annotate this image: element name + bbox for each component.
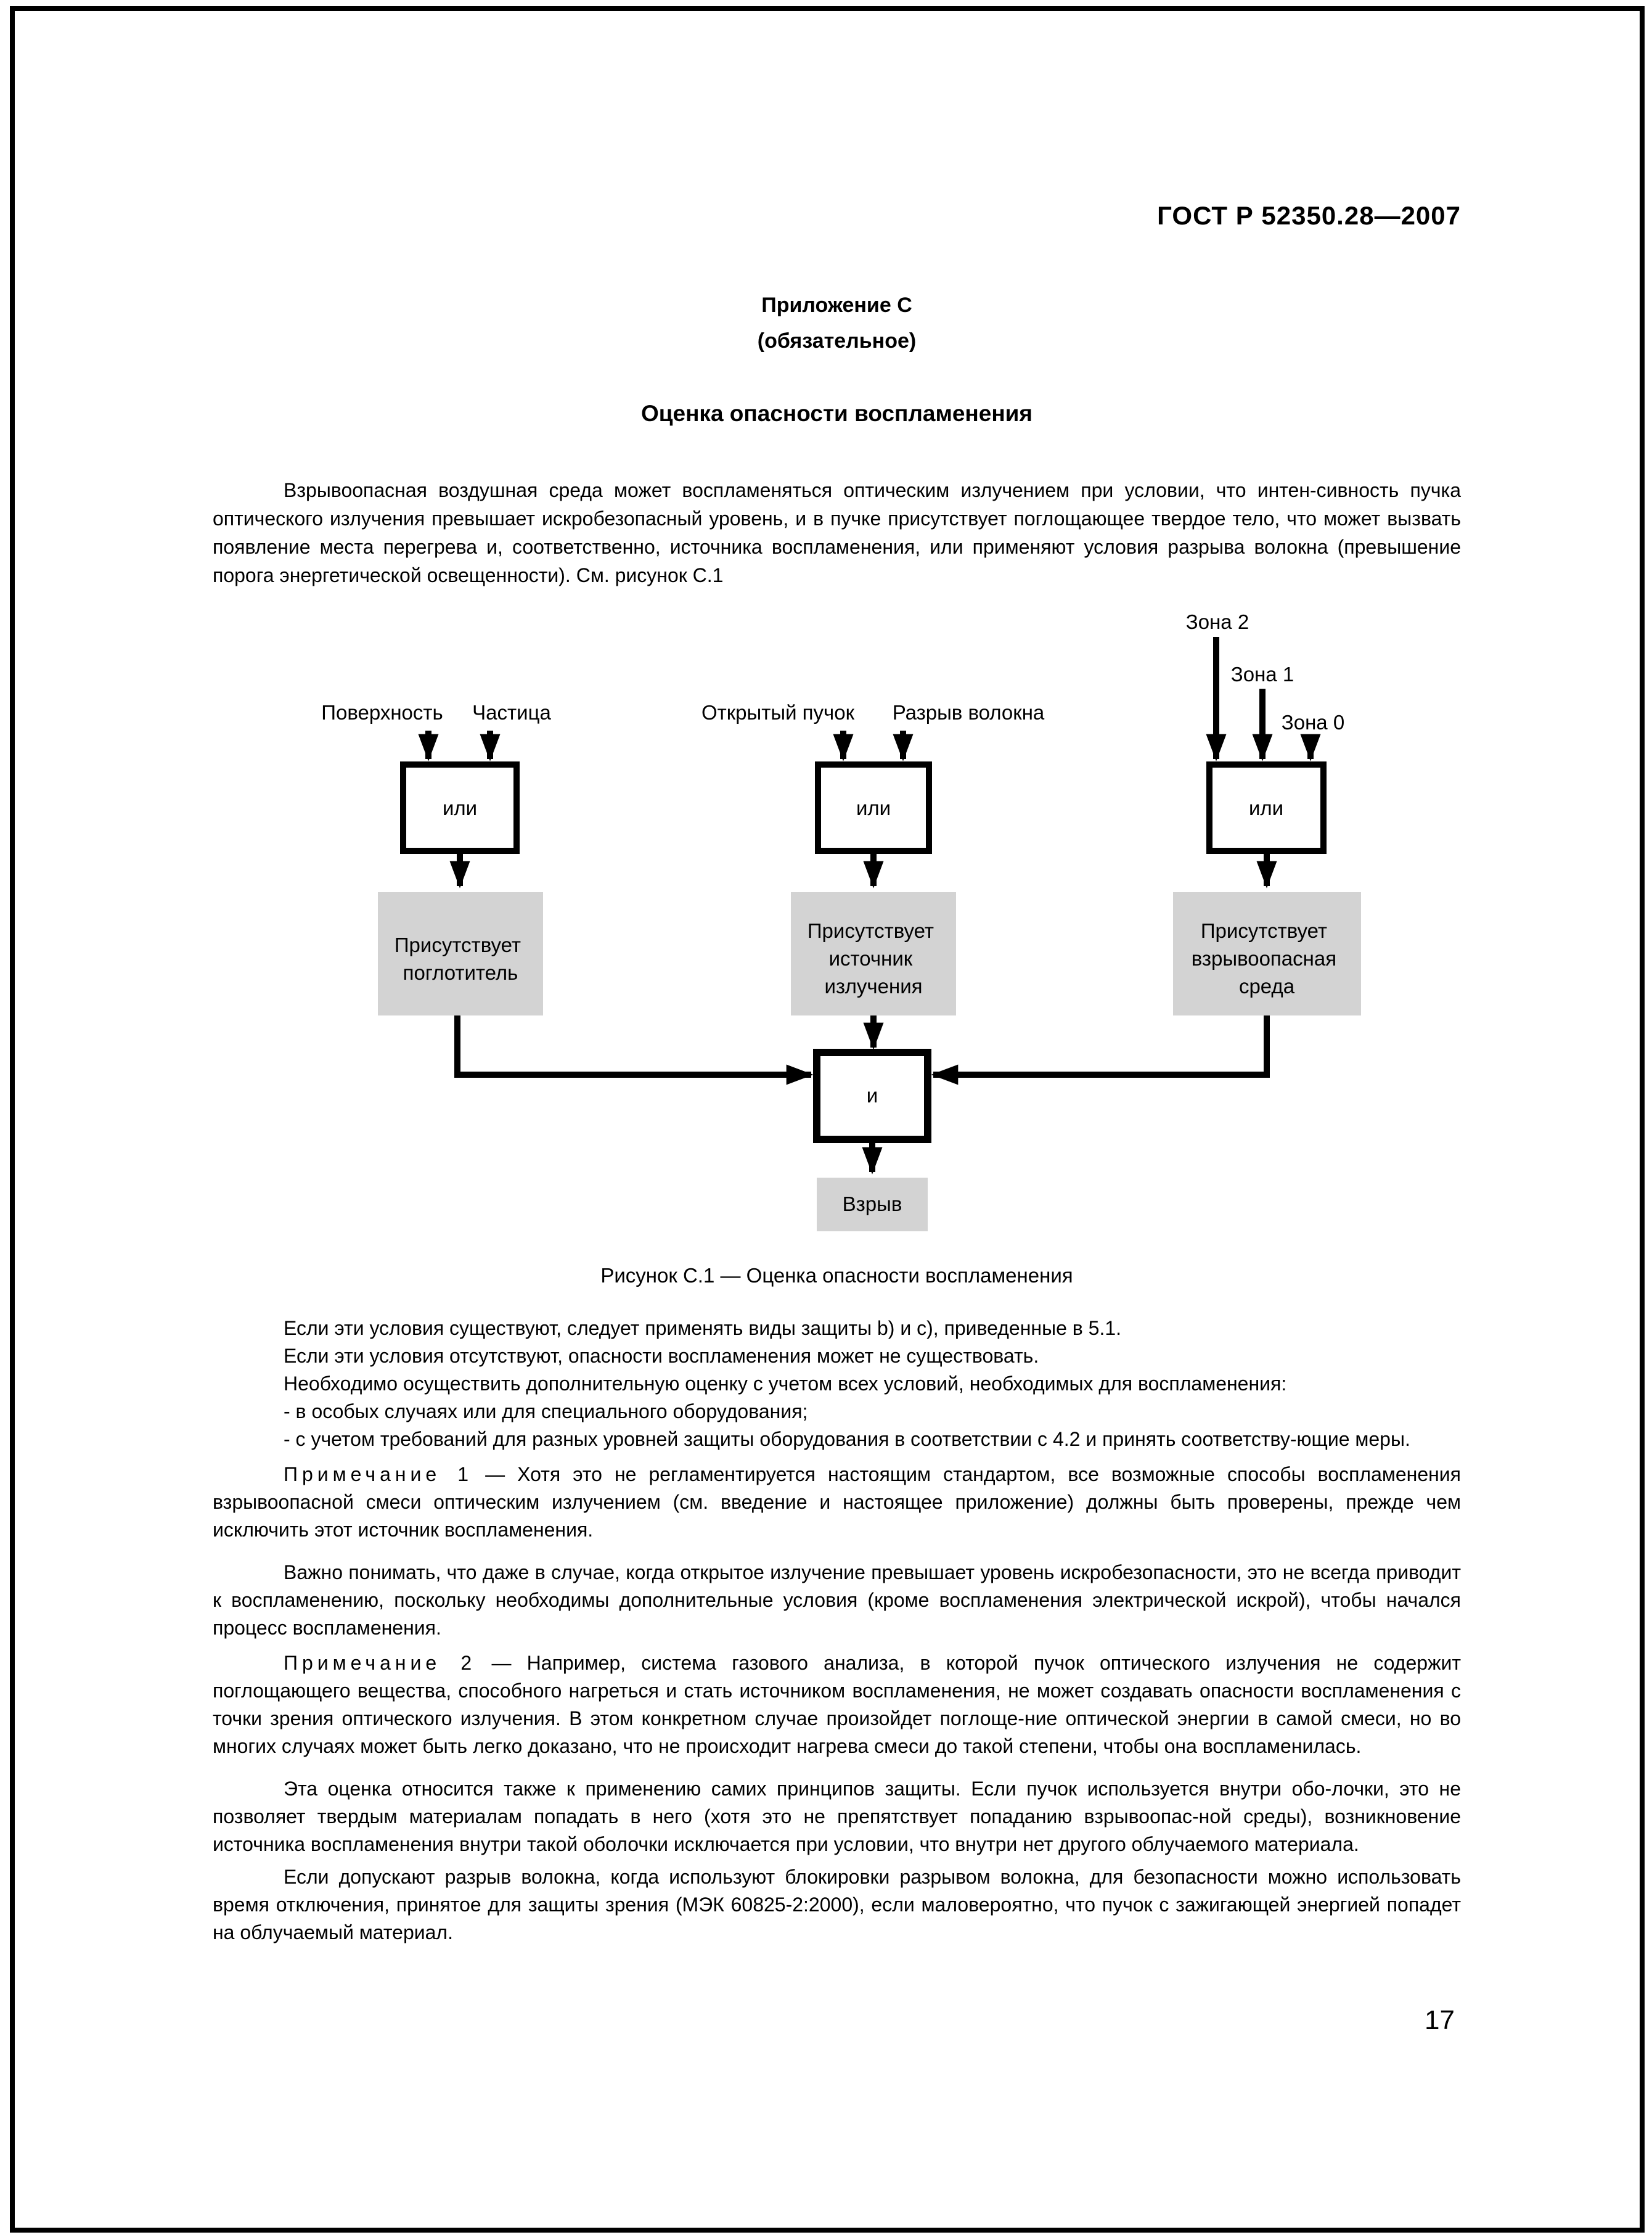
or-label-right: или xyxy=(1248,797,1284,819)
body-text xyxy=(213,1315,1461,1947)
zone-2-label: Зона 2 xyxy=(1185,610,1249,633)
note-1 xyxy=(213,1461,1461,1544)
paragraph: Если эти условия существуют, следует применять виды защиты b) и c), приведенные в 5.1. xyxy=(284,1317,1122,1339)
intro-paragraph: Взрывоопасная воздушная среда может воспламеняться оптическим излучением при условии, что интен-сивность пучка оптического излучения превышает искробезопасный уровень, и в пучке присутствует поглощающее твердое тело, что может вызвать появление места перегрева и, соответственно, источника воспламенения, или применяют условия разрыва волокна (превышение порога энергетической освещенности). См. рисунок С.1 xyxy=(213,479,1461,586)
absorber-to-and-connector xyxy=(457,1015,811,1075)
absorber-box-text: Присутствует поглотитель xyxy=(394,933,521,984)
open-beam-label: Открытый пучок xyxy=(701,701,855,724)
doc-code: ГОСТ Р 52350.28—2007 xyxy=(1157,201,1461,230)
note-1-text: — Хотя это не регламентируется настоящим стандартом, все возможные способы воспламенения взрывоопасной смеси оптическим излучением (см. введение и настоящее приложение) должны быть проверены, прежде чем исключить этот источник воспламенения. xyxy=(213,1463,1461,1541)
appendix-heading xyxy=(213,287,1461,359)
source-box-text: Присутствует источник излучения xyxy=(807,919,934,998)
and-label: и xyxy=(866,1084,878,1107)
paragraph: Важно понимать, что даже в случае, когда открытое излучение превышает уровень искробезопасности, это не всегда приводит к воспламенению, поскольку необходимы дополнительные условия (кроме воспламенения электрической искрой), чтобы начался процесс воспламенения. xyxy=(213,1561,1461,1639)
page-title: Оценка опасности воспламенения xyxy=(640,401,1033,426)
zone-1-label: Зона 1 xyxy=(1230,663,1294,686)
fiber-break-label: Разрыв волокна xyxy=(892,701,1045,724)
paragraph: Эта оценка относится также к применению самих принципов защиты. Если пучок используется внутри обо-лочки, это не позволяет твердым материалам попадать в него (хотя это не препятствует попаданию взрывоопас-ной среды), возникновение источника воспламенения внутри такой оболочки исключается при условии, что внутри нет другого облучаемого материала. xyxy=(213,1778,1461,1855)
appendix-title: Приложение С xyxy=(761,293,912,317)
note-2-text: — Например, система газового анализа, в которой пучок оптического излучения не содержит поглощающего вещества, способного нагреться и стать источником воспламенения, не может создавать опасности воспламенения с точки зрения оптического излучения. В этом конкретном случае произойдет поглоще-ние оптической энергии в самой смеси, но во многих случаях может быть легко доказано, что не происходит нагрева смеси до такой степени, чтобы она воспламенилась. xyxy=(213,1652,1462,1757)
appendix-subtitle: (обязательное) xyxy=(757,329,917,353)
zone-0-label: Зона 0 xyxy=(1281,711,1345,734)
or-label-left: или xyxy=(442,797,478,819)
figure-caption: Рисунок С.1 — Оценка опасности воспламенения xyxy=(600,1264,1073,1287)
surface-label: Поверхность xyxy=(321,701,443,724)
list-item: - с учетом требований для разных уровней защиты оборудования в соответствии с 4.2 и принять соответству-ющие меры. xyxy=(284,1428,1410,1450)
paragraph: Если допускают разрыв волокна, когда используют блокировки разрывом волокна, для безопасности можно использовать время отключения, принятое для защиты зрения (МЭК 60825-2:2000), если маловероятно, что пучок с зажигающей энергией попадет на облучаемый материал. xyxy=(213,1866,1461,1943)
or-label-middle: или xyxy=(856,797,891,819)
paragraph: Если эти условия отсутствуют, опасности воспламенения может не существовать. xyxy=(284,1345,1039,1367)
note-2 xyxy=(213,1649,1461,1760)
list-item: - в особых случаях или для специального оборудования; xyxy=(284,1400,808,1422)
figure-c1-diagram xyxy=(0,607,1652,1245)
atmosphere-to-and-connector xyxy=(933,1015,1267,1075)
paragraph: Необходимо осуществить дополнительную оценку с учетом всех условий, необходимых для воспламенения: xyxy=(284,1372,1287,1395)
page-number: 17 xyxy=(1425,2005,1455,2035)
note-1-label: Примечание 1 xyxy=(284,1463,473,1485)
particle-label: Частица xyxy=(472,701,551,724)
note-2-label: Примечание 2 xyxy=(284,1652,476,1674)
atmosphere-box-text: Присутствует взрывоопасная среда xyxy=(1191,919,1337,998)
explosion-label: Взрыв xyxy=(842,1192,902,1215)
